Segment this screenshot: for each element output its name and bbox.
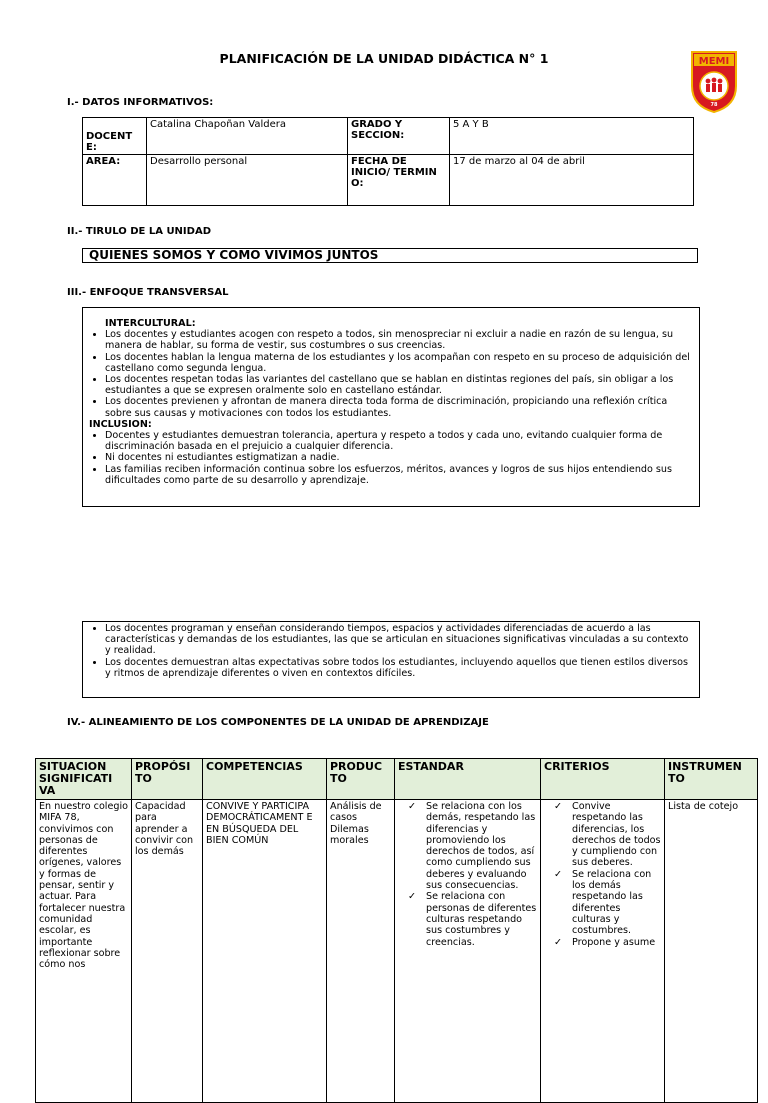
producto-cell: Análisis de casos Dilemas morales	[327, 800, 395, 1103]
section-alineamiento-heading: IV.- ALINEAMIENTO DE LOS COMPONENTES DE LA UNIDAD DE APRENDIZAJE	[67, 717, 489, 728]
section-enfoque-heading: III.- ENFOQUE TRANSVERSAL	[67, 287, 229, 298]
instrumento-cell: Lista de cotejo	[665, 800, 758, 1103]
section-titulo-heading: II.- TIRULO DE LA UNIDAD	[67, 226, 211, 237]
competencias-cell: CONVIVE Y PARTICIPA DEMOCRÁTICAMENT E EN BÚSQUEDA DEL BIEN COMÚN	[203, 800, 327, 1103]
column-header: SITUACION SIGNIFICATI VA	[36, 759, 132, 800]
fecha-label: FECHA DE INICIO/ TERMIN O:	[348, 155, 450, 206]
list-item: • Las familias reciben información continua sobre los esfuerzos, méritos, avances y logros de sus hijos entendiendo sus dificultades como parte de su desarrollo y aprendizaje.	[105, 464, 691, 486]
column-header: PRODUC TO	[327, 759, 395, 800]
logo-text: MEMI	[698, 56, 730, 67]
list-item: • Los docentes hablan la lengua materna de los estudiantes y los acompañan con respeto en su proceso de adquisición del castellano como segunda lengua.	[105, 352, 691, 374]
section-datos-heading: I.- DATOS INFORMATIVOS:	[67, 97, 214, 108]
list-item: • Los docentes y estudiantes acogen con respeto a todos, sin menospreciar ni excluir a nadie en razón de su lengua, su manera de hablar, su forma de vestir, sus costumbres o sus creencias.	[105, 329, 691, 351]
column-header: INSTRUMEN TO	[665, 759, 758, 800]
list-item	[398, 891, 537, 947]
proposito-cell: Capacidad para aprender a convivir con los demás	[132, 800, 203, 1103]
extra-list	[89, 623, 691, 679]
list-item: • Los docentes previenen y afrontan de manera directa toda forma de discriminación, propiciando una reflexión crítica sobre sus causas y motivaciones con todos los estudiantes.	[105, 396, 691, 418]
inclusion-list	[89, 430, 691, 486]
list-item: • Ni docentes ni estudiantes estigmatizan a nadie.	[105, 452, 691, 463]
docente-value: Catalina Chapoñan Valdera	[147, 118, 348, 155]
criterio-text: Convive respetando las diferencias, los derechos de todos y cumpliendo con sus deberes.	[572, 801, 661, 869]
check-icon: ✓	[408, 891, 417, 903]
unit-title: QUIENES SOMOS Y COMO VIVIMOS JUNTOS	[82, 248, 698, 263]
school-logo	[690, 48, 738, 114]
criterio-text: Propone y asume	[572, 936, 656, 948]
check-icon: ✓	[408, 801, 417, 812]
column-header: CRITERIOS	[541, 759, 665, 800]
column-header: PROPÓSI TO	[132, 759, 203, 800]
area-label: AREA:	[83, 155, 147, 206]
datos-table	[82, 117, 694, 206]
list-item: • Los docentes programan y enseñan considerando tiempos, espacios y actividades diferenciadas de acuerdo a las características y demandas de los estudiantes, las que se articulan en situaciones significativas vinculadas a su contexto y realidad.	[105, 623, 691, 657]
list-item: • Docentes y estudiantes demuestran tolerancia, apertura y respeto a todos y cada uno, evitando cualquier forma de discriminación basada en el prejuicio a cualquier diferencia.	[105, 430, 691, 452]
check-icon: ✓	[554, 801, 563, 812]
estandar-text: Se relaciona con personas de diferentes culturas respetando sus costumbres y creencias.	[426, 891, 537, 948]
situacion-cell: En nuestro colegio MIFA 78, convivimos con personas de diferentes orígenes, valores y formas de pensar, sentir y actuar. Para fortalecer nuestra comunidad escolar, es importante reflexionar sobre cómo nos	[36, 800, 132, 1103]
list-item: • Los docentes demuestran altas expectativas sobre todos los estudiantes, incluyendo aquellos que tienen estilos diversos y ritmos de aprendizaje diferentes o viven en contextos difíciles.	[105, 657, 691, 679]
inclusion-heading: INCLUSION:	[89, 418, 152, 430]
intercultural-heading: INTERCULTURAL:	[105, 318, 196, 329]
area-value: Desarrollo personal	[147, 155, 348, 206]
alignment-table	[35, 758, 758, 1103]
list-item	[544, 937, 661, 948]
intercultural-list	[89, 329, 691, 419]
fecha-value: 17 de marzo al 04 de abril	[450, 155, 694, 206]
column-header: ESTANDAR	[395, 759, 541, 800]
column-header: COMPETENCIAS	[203, 759, 327, 800]
enfoque-box	[82, 307, 700, 507]
logo-number: 78	[710, 102, 718, 108]
list-item: • Los docentes respetan todas las variantes del castellano que se hablan en distintas regiones del país, sin obligar a los estudiantes a que se expresen oralmente solo en castellano estándar.	[105, 374, 691, 396]
enfoque-box-continued	[82, 621, 700, 698]
grado-label: GRADO Y SECCION:	[348, 118, 450, 155]
list-item	[544, 869, 661, 937]
page-title: PLANIFICACIÓN DE LA UNIDAD DIDÁCTICA N° 1	[219, 51, 549, 66]
criterios-cell	[541, 800, 665, 1103]
grado-value: 5 A Y B	[450, 118, 694, 155]
check-icon: ✓	[554, 936, 563, 948]
list-item	[544, 801, 661, 869]
docente-label: DOCENT E:	[83, 118, 147, 155]
criterio-text: Se relaciona con los demás respetando las diferentes culturas y costumbres.	[572, 868, 652, 937]
estandar-cell	[395, 800, 541, 1103]
estandar-text: Se relaciona con los demás, respetando las diferencias y promoviendo los derechos de todos, así como cumpliendo sus deberes y evaluando sus consecuencias.	[426, 801, 536, 892]
check-icon: ✓	[554, 868, 563, 880]
list-item	[398, 801, 537, 891]
